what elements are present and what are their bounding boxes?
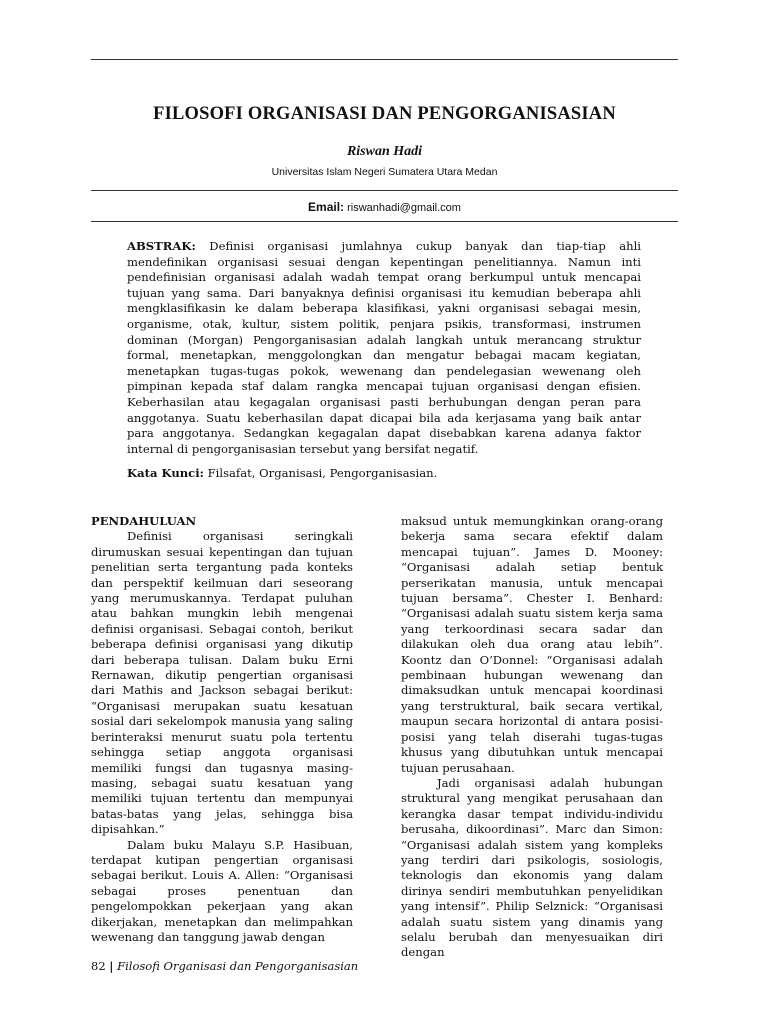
keywords-label: Kata Kunci: [127,466,204,480]
email-rule [91,221,678,222]
page-number: 82 [91,959,106,973]
page-footer [91,959,358,973]
footer-separator: | [109,959,114,973]
paper-title: FILOSOFI ORGANISASI DAN PENGORGANISASIAN [153,104,616,124]
affiliation-rule [91,190,678,191]
running-title: Filosofi Organisasi dan Pengorganisasian [117,959,359,973]
body-paragraph: maksud untuk memungkinkan orang-orang bekerja sama secara efektif dalam mencapai tujuan”. James D. Mooney: “Organisasi adalah setiap bentuk perserikatan manusia, untuk mencapai tujuan bersama”. Chester I. Benhard: “Organisasi adalah suatu sistem kerja sama yang terkoordinasi secara sadar dan dilakukan oleh dua orang atau lebih”. Koontz dan O’Donnel: “Organisasi adalah pembinaan hubungan wewenang dan dimaksudkan untuk mencapai koordinasi yang terstruktural, baik secara vertikal, maupun secara horizontal di antara posisi-posisi yang telah diserahi tugas-tugas khusus yang dibutuhkan untuk mencapai tujuan perusahaan. [401,514,663,775]
body-paragraph: Jadi organisasi adalah hubungan struktural yang mengikat perusahaan dan kerangka dasar tempat individu-individu berusaha, dikoordinasi”. Marc dan Simon: “Organisasi adalah sistem yang kompleks yang terdiri dari psikologis, sosiologis, teknologis dan ekonomis yang dalam dirinya sendiri membutuhkan penyelidikan yang intensif”. Philip Selznick: “Organisasi adalah suatu sistem yang dinamis yang selalu berubah dan menyesuaikan diri dengan [401,775,663,960]
author-affiliation: Universitas Islam Negeri Sumatera Utara Medan [271,166,498,178]
keywords-text: Filsafat, Organisasi, Pengorganisasian. [207,466,438,480]
author-name: Riswan Hadi [346,144,423,159]
abstract-text: Definisi organisasi jumlahnya cukup banyak dan tiap-tiap ahli mendefinikan organisasi sesuai dengan kepentingan penelitiannya. Namun inti pendefinisian organisasi adalah wadah tempat orang berkumpul untuk mencapai tujuan yang sama. Dari banyaknya definisi organisasi itu kemudian beberapa ahli mengklasifikasin ke dalam beberapa klasifikasi, yakni organisasi sebagai mesin, organisme, otak, kultur, sistem politik, penjara psikis, transformasi, instrumen dominan (Morgan) Pengorganisasian adalah langkah untuk merancang struktur formal, menetapkan, menggolongkan dan mengatur bebagai macam kegiatan, menetapkan tugas-tugas pokok, wewenang dan pendelegasian wewenang oleh pimpinan kepada staf dalam rangka mencapai tujuan organisasi dengan efisien. Keberhasilan atau kegagalan organisasi pasti berhubungan dengan peran para anggotanya. Suatu keberhasilan dapat dicapai bila ada kerjasama yang baik antar para anggotanya. Sedangkan kegagalan dapat disebabkan karena adanya faktor internal di pengorganisasian tersebut yang bersifat negatif. [127,239,642,456]
email-address[interactable]: riswanhadi@gmail.com [347,202,461,214]
keywords [127,466,641,482]
body-paragraph: Dalam buku Malayu S.P. Hasibuan, terdapat kutipan pengertian organisasi sebagai berikut. Louis A. Allen: “Organisasi sebagai proses penentuan dan pengelompokkan pekerjaan yang akan dikerjakan, menetapkan dan melimpahkan wewenang dan tanggung jawab dengan [91,837,353,944]
left-column [91,514,353,945]
email-line [91,200,678,214]
body-paragraph: Definisi organisasi seringkali dirumuskan sesuai kepentingan dan tujuan penelitian serta tergantung pada konteks dan perspektif keilmuan dari seseorang yang merumuskannya. Terdapat puluhan atau bahkan mungkin lebih mengenai definisi organisasi. Sebagai contoh, berikut beberapa definisi organisasi yang dikutip dari beberapa tulisan. Dalam buku Erni Rernawan, dikutip pengertian organisasi dari Mathis and Jackson sebagai berikut: “Organisasi merupakan suatu kesatuan sosial dari sekelompok manusia yang saling berinteraksi menurut suatu pola tertentu sehingga setiap anggota organisasi memiliki fungsi dan tugasnya masing-masing, sebagai suatu kesatuan yang memiliki tujuan tertentu dan mempunyai batas-batas yang jelas, sehingga bisa dipisahkan.” [91,529,353,837]
abstract-label: ABSTRAK: [127,239,196,253]
section-heading: PENDAHULUAN [91,514,197,528]
abstract [127,239,641,457]
right-column [401,514,663,961]
top-rule [91,59,678,60]
email-label: Email: [308,200,345,214]
